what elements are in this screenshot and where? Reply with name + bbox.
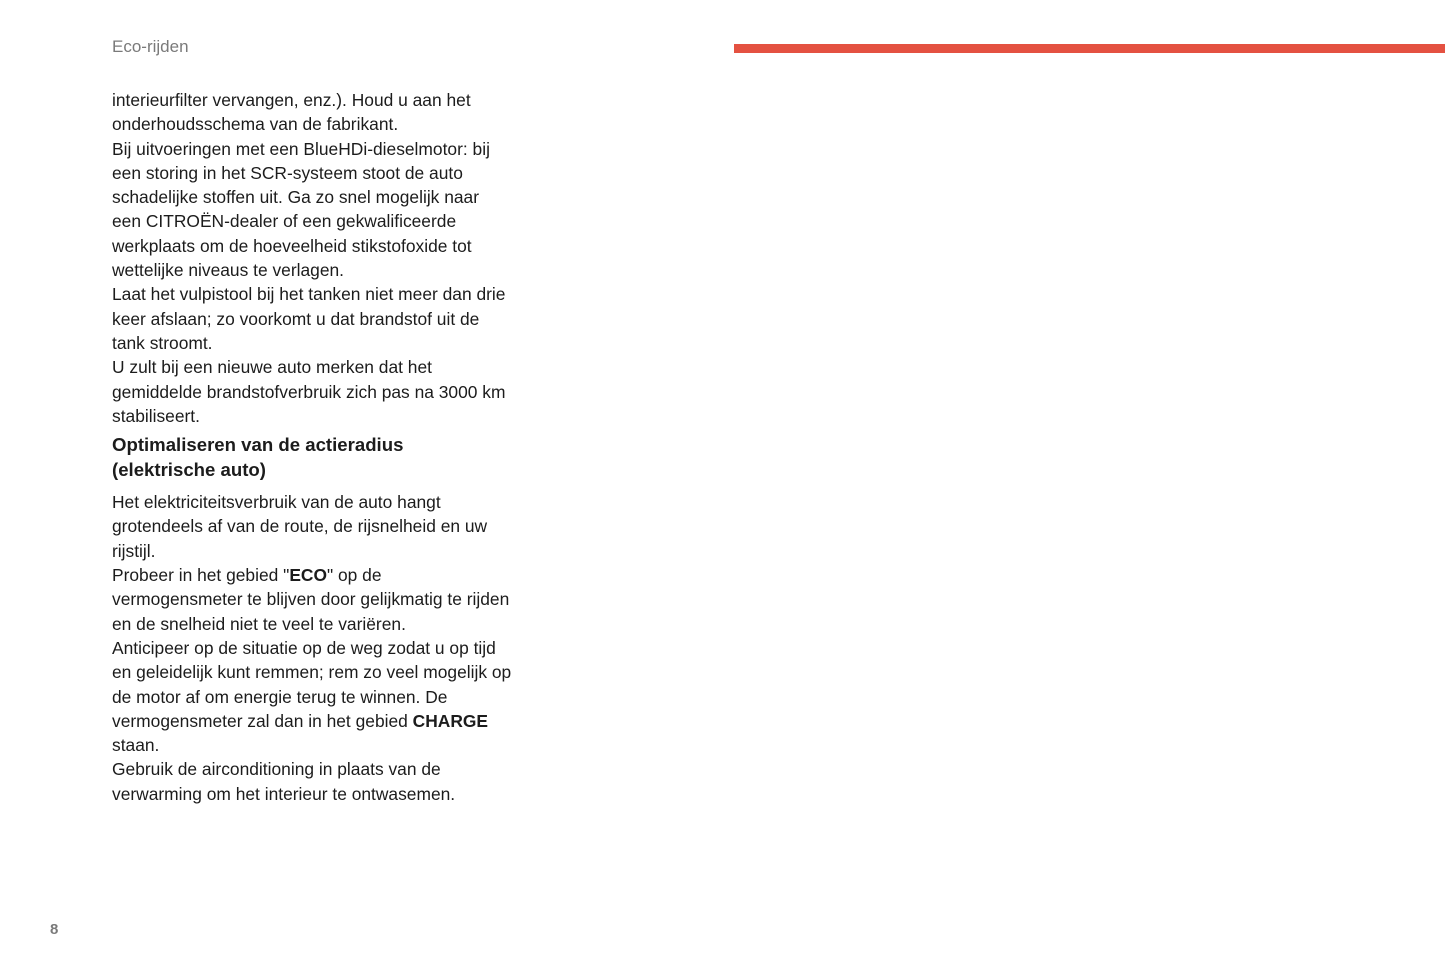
section-title: Eco-rijden	[112, 37, 189, 56]
paragraph-electric-consumption: Het elektriciteitsverbruik van de auto hangt grotendeels af van de route, de rijsnelheid en uw rijstijl.	[112, 492, 488, 561]
charge-label: CHARGE	[412, 710, 489, 731]
section-heading	[112, 433, 512, 482]
charge-text-after: staan.	[112, 735, 160, 756]
paragraph-bluehdi: Bij uitvoeringen met een BlueHDi-dieselmotor: bij een storing in het SCR-systeem stoot de auto schadelijke stoffen uit. Ga zo snel mogelijk naar een CITROËN-dealer of een gekwalificeerde werkplaats om de hoeveelheid stikstofoxide tot wettelijke niveaus te verlagen.	[112, 138, 490, 281]
text-column	[112, 88, 512, 806]
paragraph-refuel: Laat het vulpistool bij het tanken niet meer dan drie keer afslaan; zo voorkomt u dat brandstof uit de tank stroomt.	[112, 284, 506, 353]
eco-text-before: Probeer in het gebied "	[112, 565, 290, 586]
paragraph-eco	[112, 563, 512, 636]
paragraph-airco: Gebruik de airconditioning in plaats van de verwarming om het interieur te ontwasemen.	[112, 759, 456, 804]
paragraph-maintenance: interieurfilter vervangen, enz.). Houd u aan het onderhoudsschema van de fabrikant.	[112, 90, 471, 135]
section-heading-line2: (elektrische auto)	[112, 458, 266, 480]
paragraph-charge	[112, 636, 512, 757]
paragraph-new-car: U zult bij een nieuwe auto merken dat het gemiddelde brandstofverbruik zich pas na 3000 km stabiliseert.	[112, 357, 506, 426]
section-heading-line1: Optimaliseren van de actieradius	[112, 434, 404, 456]
charge-text-before: Anticipeer op de situatie op de weg zodat u op tijd en geleidelijk kunt remmen; rem zo veel mogelijk op de motor af om energie terug te winnen. De vermogensmeter zal dan in het gebied	[112, 637, 512, 731]
eco-text-after: " op de vermogensmeter te blijven door gelijkmatig te rijden en de snelheid niet te veel te variëren.	[112, 565, 510, 634]
accent-bar	[734, 44, 1445, 53]
page-number: 8	[50, 921, 59, 938]
eco-label: ECO	[289, 565, 327, 586]
